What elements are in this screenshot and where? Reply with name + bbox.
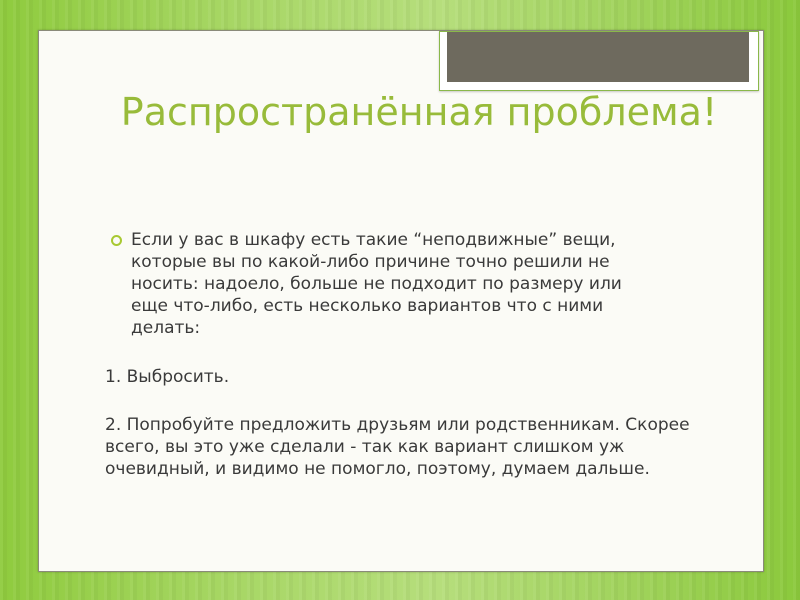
bullet-text: Если у вас в шкафу есть такие “неподвижные” вещи, которые вы по какой-либо причине точно решили не носить: надоело, больше не подходит по размеру или еще что-либо, есть несколько вариантов что с ними делать: bbox=[131, 230, 622, 338]
slide-title: Распространённая проблема! bbox=[120, 90, 718, 134]
option-2-text: 2. Попробуйте предложить друзьям или родственникам. Скорее всего, вы это уже сделали - так как вариант слишком уж очевидный, и видимо не помогло, поэтому, думаем дальше. bbox=[105, 415, 690, 479]
slide-panel bbox=[38, 30, 764, 572]
option-1-text: 1. Выбросить. bbox=[105, 367, 230, 387]
bullet-item bbox=[111, 229, 711, 339]
decorative-title-box-fill bbox=[447, 32, 749, 82]
decorative-title-box bbox=[439, 31, 759, 91]
bullet-circle-icon bbox=[111, 235, 122, 246]
